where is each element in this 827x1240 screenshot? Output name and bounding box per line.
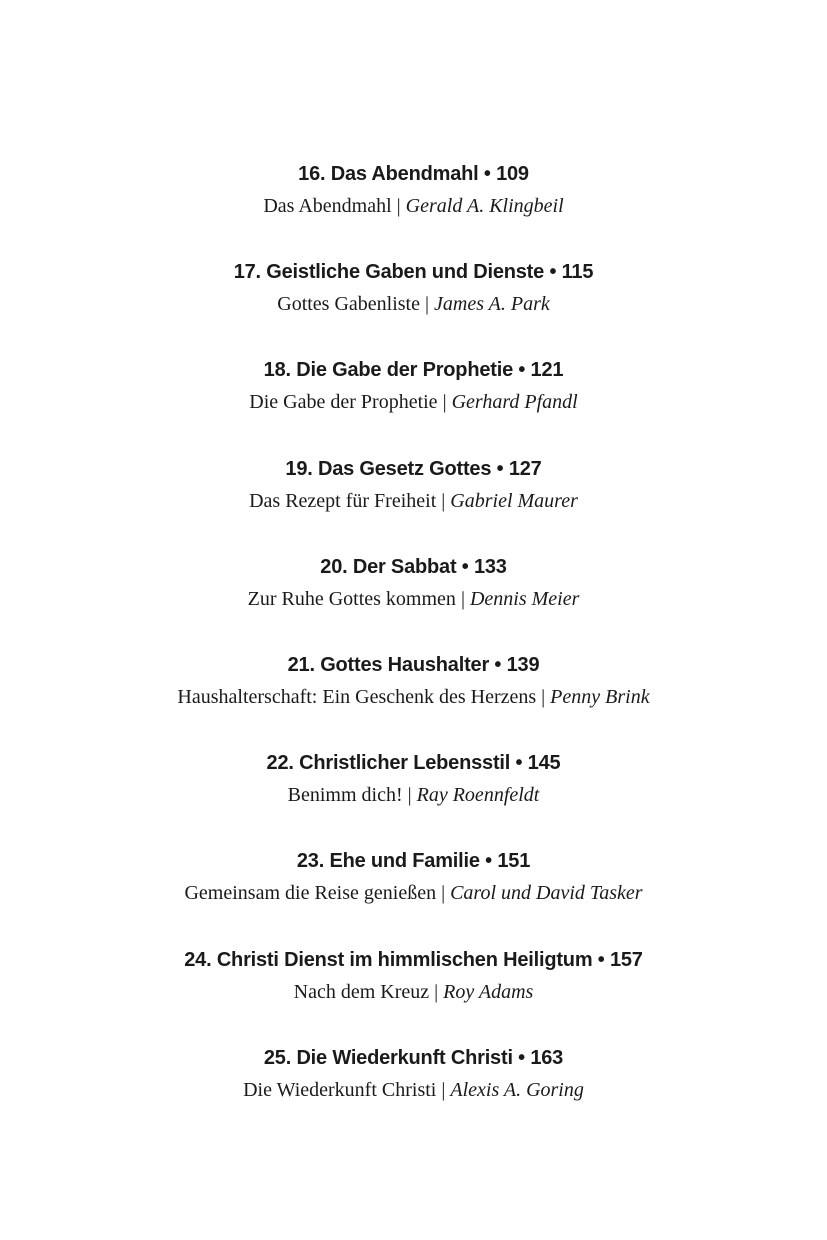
page-number: 139 bbox=[506, 653, 540, 676]
chapter-heading bbox=[0, 1042, 827, 1074]
chapter-title: Die Wiederkunft Christi bbox=[296, 1046, 513, 1069]
article-title: Gottes Gabenliste bbox=[277, 293, 420, 316]
bullet-separator: • bbox=[483, 163, 491, 185]
article-line bbox=[0, 779, 827, 811]
chapter-number: 24. bbox=[184, 948, 212, 971]
chapter-title: Das Abendmahl bbox=[330, 163, 479, 185]
article-title: Die Wiederkunft Christi bbox=[243, 1078, 437, 1101]
chapter-number: 16. bbox=[298, 163, 326, 185]
chapter-heading bbox=[0, 354, 827, 386]
article-line bbox=[0, 1074, 827, 1106]
author-name: Gerald A. Klingbeil bbox=[405, 195, 564, 217]
chapter-heading bbox=[0, 845, 827, 877]
chapter-heading bbox=[0, 158, 827, 190]
page-number: 145 bbox=[527, 752, 561, 775]
chapter-number: 22. bbox=[266, 752, 294, 775]
page-number: 133 bbox=[473, 555, 507, 578]
author-name: James A. Park bbox=[434, 293, 550, 316]
bullet-separator: • bbox=[597, 948, 605, 971]
chapter-number: 23. bbox=[296, 850, 325, 873]
toc-entry bbox=[0, 354, 827, 452]
toc-entry bbox=[0, 1042, 827, 1140]
page-number: 151 bbox=[497, 850, 531, 873]
toc-entry bbox=[0, 649, 827, 747]
table-of-contents bbox=[0, 158, 827, 1140]
chapter-title: Gottes Haushalter bbox=[320, 653, 490, 676]
chapter-title: Der Sabbat bbox=[352, 555, 457, 578]
chapter-heading bbox=[0, 944, 827, 976]
chapter-title: Christi Dienst im himmlischen Heiligtum bbox=[216, 948, 593, 971]
article-line bbox=[0, 583, 827, 615]
author-name: Carol und David Tasker bbox=[450, 882, 643, 905]
toc-entry bbox=[0, 551, 827, 649]
page-number: 127 bbox=[508, 457, 542, 480]
chapter-heading bbox=[0, 551, 827, 583]
chapter-title: Christlicher Lebensstil bbox=[299, 752, 511, 775]
bullet-separator: • bbox=[515, 752, 523, 775]
pipe-separator: | bbox=[541, 685, 546, 708]
article-line bbox=[0, 976, 827, 1008]
author-name: Dennis Meier bbox=[469, 587, 580, 610]
article-line bbox=[0, 681, 827, 713]
pipe-separator: | bbox=[441, 882, 446, 905]
page-number: 121 bbox=[530, 359, 564, 382]
chapter-number: 25. bbox=[263, 1046, 292, 1069]
pipe-separator: | bbox=[425, 293, 430, 316]
toc-entry bbox=[0, 158, 827, 256]
bullet-separator: • bbox=[494, 653, 502, 676]
toc-entry bbox=[0, 453, 827, 551]
author-name: Gabriel Maurer bbox=[450, 489, 578, 512]
article-title: Haushalterschaft: Ein Geschenk des Herzens bbox=[177, 685, 537, 708]
bullet-separator: • bbox=[485, 850, 492, 873]
article-line bbox=[0, 386, 827, 418]
page-number: 157 bbox=[609, 948, 643, 971]
pipe-separator: | bbox=[441, 1078, 446, 1101]
page-number: 163 bbox=[530, 1046, 564, 1069]
chapter-number: 19. bbox=[285, 457, 313, 480]
bullet-separator: • bbox=[518, 359, 526, 382]
chapter-title: Das Gesetz Gottes bbox=[317, 457, 492, 480]
author-name: Penny Brink bbox=[550, 685, 650, 708]
article-title: Die Gabe der Prophetie bbox=[249, 391, 438, 414]
article-title: Gemeinsam die Reise genießen bbox=[184, 882, 437, 905]
article-line bbox=[0, 877, 827, 909]
article-line bbox=[0, 485, 827, 517]
chapter-title: Ehe und Familie bbox=[329, 850, 480, 873]
page-number: 115 bbox=[561, 261, 594, 284]
chapter-number: 18. bbox=[263, 359, 291, 382]
toc-entry bbox=[0, 256, 827, 354]
chapter-title: Geistliche Gaben und Dienste bbox=[266, 261, 545, 284]
pipe-separator: | bbox=[460, 587, 465, 610]
pipe-separator: | bbox=[441, 489, 446, 512]
toc-entry bbox=[0, 944, 827, 1042]
page-number: 109 bbox=[496, 163, 529, 185]
article-line bbox=[0, 288, 827, 320]
bullet-separator: • bbox=[518, 1046, 525, 1069]
pipe-separator: | bbox=[407, 784, 412, 807]
chapter-heading bbox=[0, 649, 827, 681]
article-title: Nach dem Kreuz bbox=[293, 980, 430, 1003]
article-title: Das Rezept für Freiheit bbox=[249, 489, 437, 512]
author-name: Ray Roennfeldt bbox=[416, 784, 540, 807]
article-title: Das Abendmahl bbox=[263, 195, 392, 217]
article-title: Zur Ruhe Gottes kommen bbox=[247, 587, 456, 610]
toc-entry bbox=[0, 845, 827, 943]
pipe-separator: | bbox=[434, 980, 439, 1003]
chapter-heading bbox=[0, 747, 827, 779]
chapter-title: Die Gabe der Prophetie bbox=[296, 359, 514, 382]
chapter-heading bbox=[0, 256, 827, 288]
article-line bbox=[0, 190, 827, 222]
author-name: Roy Adams bbox=[443, 980, 534, 1003]
bullet-separator: • bbox=[461, 555, 469, 578]
author-name: Alexis A. Goring bbox=[450, 1078, 584, 1101]
chapter-number: 21. bbox=[287, 653, 315, 676]
article-title: Benimm dich! bbox=[287, 784, 403, 807]
bullet-separator: • bbox=[549, 261, 557, 284]
pipe-separator: | bbox=[396, 195, 401, 217]
chapter-heading bbox=[0, 453, 827, 485]
toc-entry bbox=[0, 747, 827, 845]
author-name: Gerhard Pfandl bbox=[451, 391, 578, 414]
bullet-separator: • bbox=[496, 457, 504, 480]
chapter-number: 20. bbox=[320, 555, 348, 578]
pipe-separator: | bbox=[442, 391, 447, 414]
chapter-number: 17. bbox=[233, 261, 261, 284]
